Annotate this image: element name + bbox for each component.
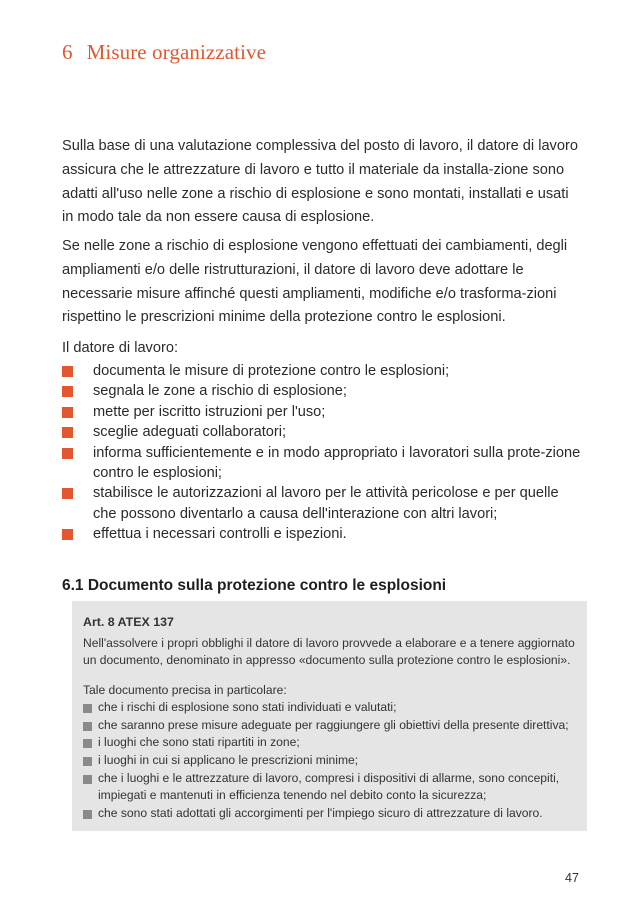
bullet-square-icon xyxy=(83,704,92,713)
list-item xyxy=(83,805,583,823)
page-number: 47 xyxy=(565,871,579,885)
list-item-text: che saranno prese misure adeguate per raggiungere gli obiettivi della presente direttiva; xyxy=(98,717,569,732)
list-item-text: stabilisce le autorizzazioni al lavoro per le attività pericolose e per quelle che possono diventarlo a causa dell'interazione con altri lavori; xyxy=(93,485,559,522)
list-item xyxy=(62,443,582,484)
duties-intro xyxy=(62,337,582,361)
bullet-square-icon xyxy=(83,810,92,819)
list-item-text: documenta le misure di protezione contro le esplosioni; xyxy=(93,363,450,379)
list-item xyxy=(83,770,583,805)
list-item xyxy=(83,752,583,770)
chapter-number: 6 xyxy=(62,40,73,64)
atex-article-content xyxy=(83,614,583,822)
list-item-text: che i luoghi e le attrezzature di lavoro, compresi i dispositivi di allarme, sono concepiti, impiegati e mantenuti in efficienza tenendo nel debito conto la sicurezza; xyxy=(98,770,560,803)
chapter-title xyxy=(62,40,266,65)
list-item xyxy=(62,381,582,401)
bullet-square-icon xyxy=(62,427,73,438)
list-item-text: che i rischi di esplosione sono stati individuati e valutati; xyxy=(98,700,397,715)
paragraph-1-text: Sulla base di una valutazione complessiva del posto di lavoro, il datore di lavoro assicura che le attrezzature di lavoro e tutto il materiale da installa-zione sono adatti all'uso nelle zone a rischio di esplosione e sono montati, installati e usati in modo tale da non essere causa di esplosione. xyxy=(62,138,578,226)
list-item-text: informa sufficientemente e in modo appropriato i lavoratori sulla prote-zione contro le esplosioni; xyxy=(93,444,581,482)
list-item xyxy=(83,699,583,717)
list-item xyxy=(83,734,583,752)
list-item xyxy=(62,483,582,524)
list-item-text: che sono stati adottati gli accorgimenti per l'impiego sicuro di attrezzature di lavoro. xyxy=(98,805,543,820)
bullet-square-icon xyxy=(62,386,73,397)
list-item-text: sceglie adeguati collaboratori; xyxy=(93,424,287,441)
atex-article-heading: Art. 8 ATEX 137 xyxy=(83,615,174,629)
list-item-text: segnala le zone a rischio di esplosione; xyxy=(93,383,347,400)
atex-article-list xyxy=(83,699,583,822)
bullet-square-icon xyxy=(62,529,73,540)
paragraph-1 xyxy=(62,135,582,230)
atex-article-lead: Tale documento precisa in particolare: xyxy=(83,683,287,698)
chapter-title-text: Misure organizzative xyxy=(86,40,267,64)
list-item-text: effettua i necessari controlli e ispezioni. xyxy=(93,526,347,543)
atex-article-box xyxy=(72,601,587,831)
list-item-text: mette per iscritto istruzioni per l'uso; xyxy=(93,403,326,420)
paragraph-2-text: Se nelle zone a rischio di esplosione vengono effettuati dei cambiamenti, degli ampliamenti e/o delle ristrutturazioni, il datore di lavoro deve adottare le necessarie misure affinché questi ampliamenti, modifiche e/o trasforma-zioni rispettino le prescrizioni minime della protezione contro le esplosioni. xyxy=(62,238,568,326)
list-item xyxy=(83,717,583,735)
duties-intro-text: Il datore di lavoro: xyxy=(62,340,179,356)
list-item-text: i luoghi che sono stati ripartiti in zone; xyxy=(98,735,300,750)
list-item xyxy=(62,402,582,422)
bullet-square-icon xyxy=(62,407,73,418)
section-title: 6.1 Documento sulla protezione contro le esplosioni xyxy=(62,577,447,594)
bullet-square-icon xyxy=(83,757,92,766)
bullet-square-icon xyxy=(62,488,73,499)
list-item xyxy=(62,361,582,381)
list-item xyxy=(62,524,582,544)
list-item xyxy=(62,422,582,442)
bullet-square-icon xyxy=(62,448,73,459)
bullet-square-icon xyxy=(83,775,92,784)
bullet-square-icon xyxy=(83,739,92,748)
list-item-text: i luoghi in cui si applicano le prescrizioni minime; xyxy=(98,752,359,767)
duties-list xyxy=(62,361,582,545)
atex-article-paragraph: Nell'assolvere i propri obblighi il datore di lavoro provvede a elaborare e a tenere aggiornato un documento, denominato in appresso «documento sulla protezione contro le esplosioni». xyxy=(83,636,575,667)
bullet-square-icon xyxy=(62,366,73,377)
paragraph-2 xyxy=(62,235,582,330)
bullet-square-icon xyxy=(83,722,92,731)
